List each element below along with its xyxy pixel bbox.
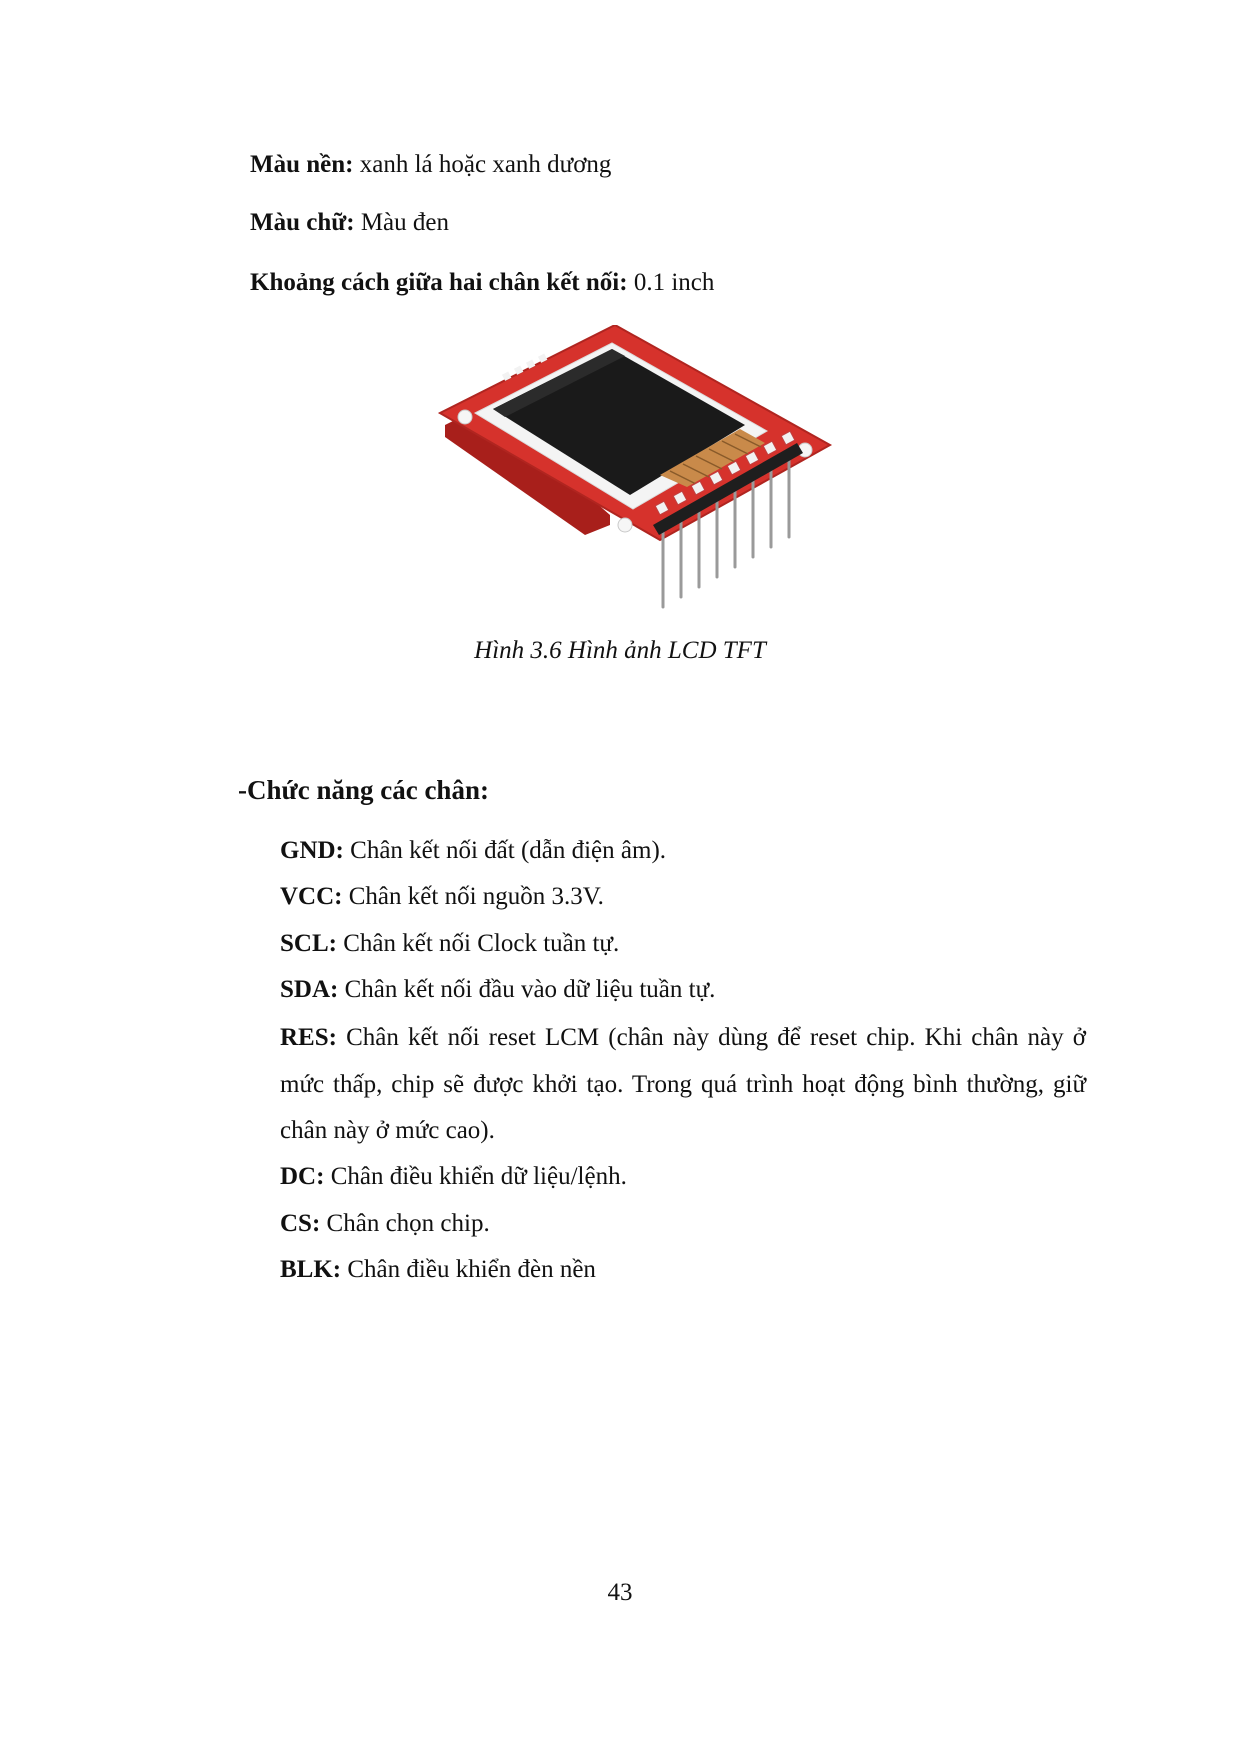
pin-item-vcc [280, 882, 604, 912]
pin-label: GND: [280, 837, 344, 864]
pin-label: VCC: [280, 883, 343, 910]
spec-pin-pitch [250, 268, 714, 298]
spec-value: Màu đen [354, 209, 449, 236]
spec-label: Màu chữ: [250, 209, 355, 236]
pin-label: BLK: [280, 1256, 342, 1283]
lcd-tft-module-image [425, 325, 870, 615]
pin-item-blk [280, 1255, 596, 1285]
pin-item-cs [280, 1209, 490, 1239]
figure-caption: Hình 3.6 Hình ảnh LCD TFT [474, 637, 766, 664]
pin-item-gnd [280, 836, 666, 866]
spec-label: Màu nền: [250, 151, 354, 178]
pin-label: RES: [280, 1024, 337, 1051]
pin-description: Chân kết nối Clock tuần tự. [336, 930, 620, 957]
spec-background-color [250, 150, 611, 180]
pin-label: SDA: [280, 976, 339, 1003]
pin-item-scl [280, 929, 619, 959]
pin-label: DC: [280, 1163, 325, 1190]
spec-value: xanh lá hoặc xanh dương [353, 151, 612, 178]
pin-description: Chân điều khiển đèn nền [341, 1256, 596, 1283]
pin-description: Chân kết nối reset LCM (chân này dùng để reset chip. Khi chân này ở mức thấp, chip sẽ được khởi tạo. Trong quá trình hoạt động bình thường, giữ chân này ở mức cao). [280, 1024, 1086, 1144]
pin-description: Chân điều khiển dữ liệu/lệnh. [324, 1163, 627, 1190]
pin-item-sda [280, 975, 715, 1005]
pin-item-res [280, 1015, 1086, 1155]
pin-item-dc [280, 1162, 627, 1192]
page-number: 43 [607, 1579, 633, 1606]
pin-description: Chân chọn chip. [320, 1210, 490, 1237]
pin-description: Chân kết nối đất (dẫn điện âm). [343, 837, 667, 864]
pin-description: Chân kết nối đầu vào dữ liệu tuần tự. [338, 976, 716, 1003]
spec-value: 0.1 inch [627, 269, 715, 296]
spec-text-color [250, 208, 449, 238]
pin-label: CS: [280, 1210, 321, 1237]
pin-description: Chân kết nối nguồn 3.3V. [342, 883, 604, 910]
pin-label: SCL: [280, 930, 337, 957]
spec-label: Khoảng cách giữa hai chân kết nối: [250, 269, 628, 296]
section-heading: -Chức năng các chân: [238, 775, 489, 805]
